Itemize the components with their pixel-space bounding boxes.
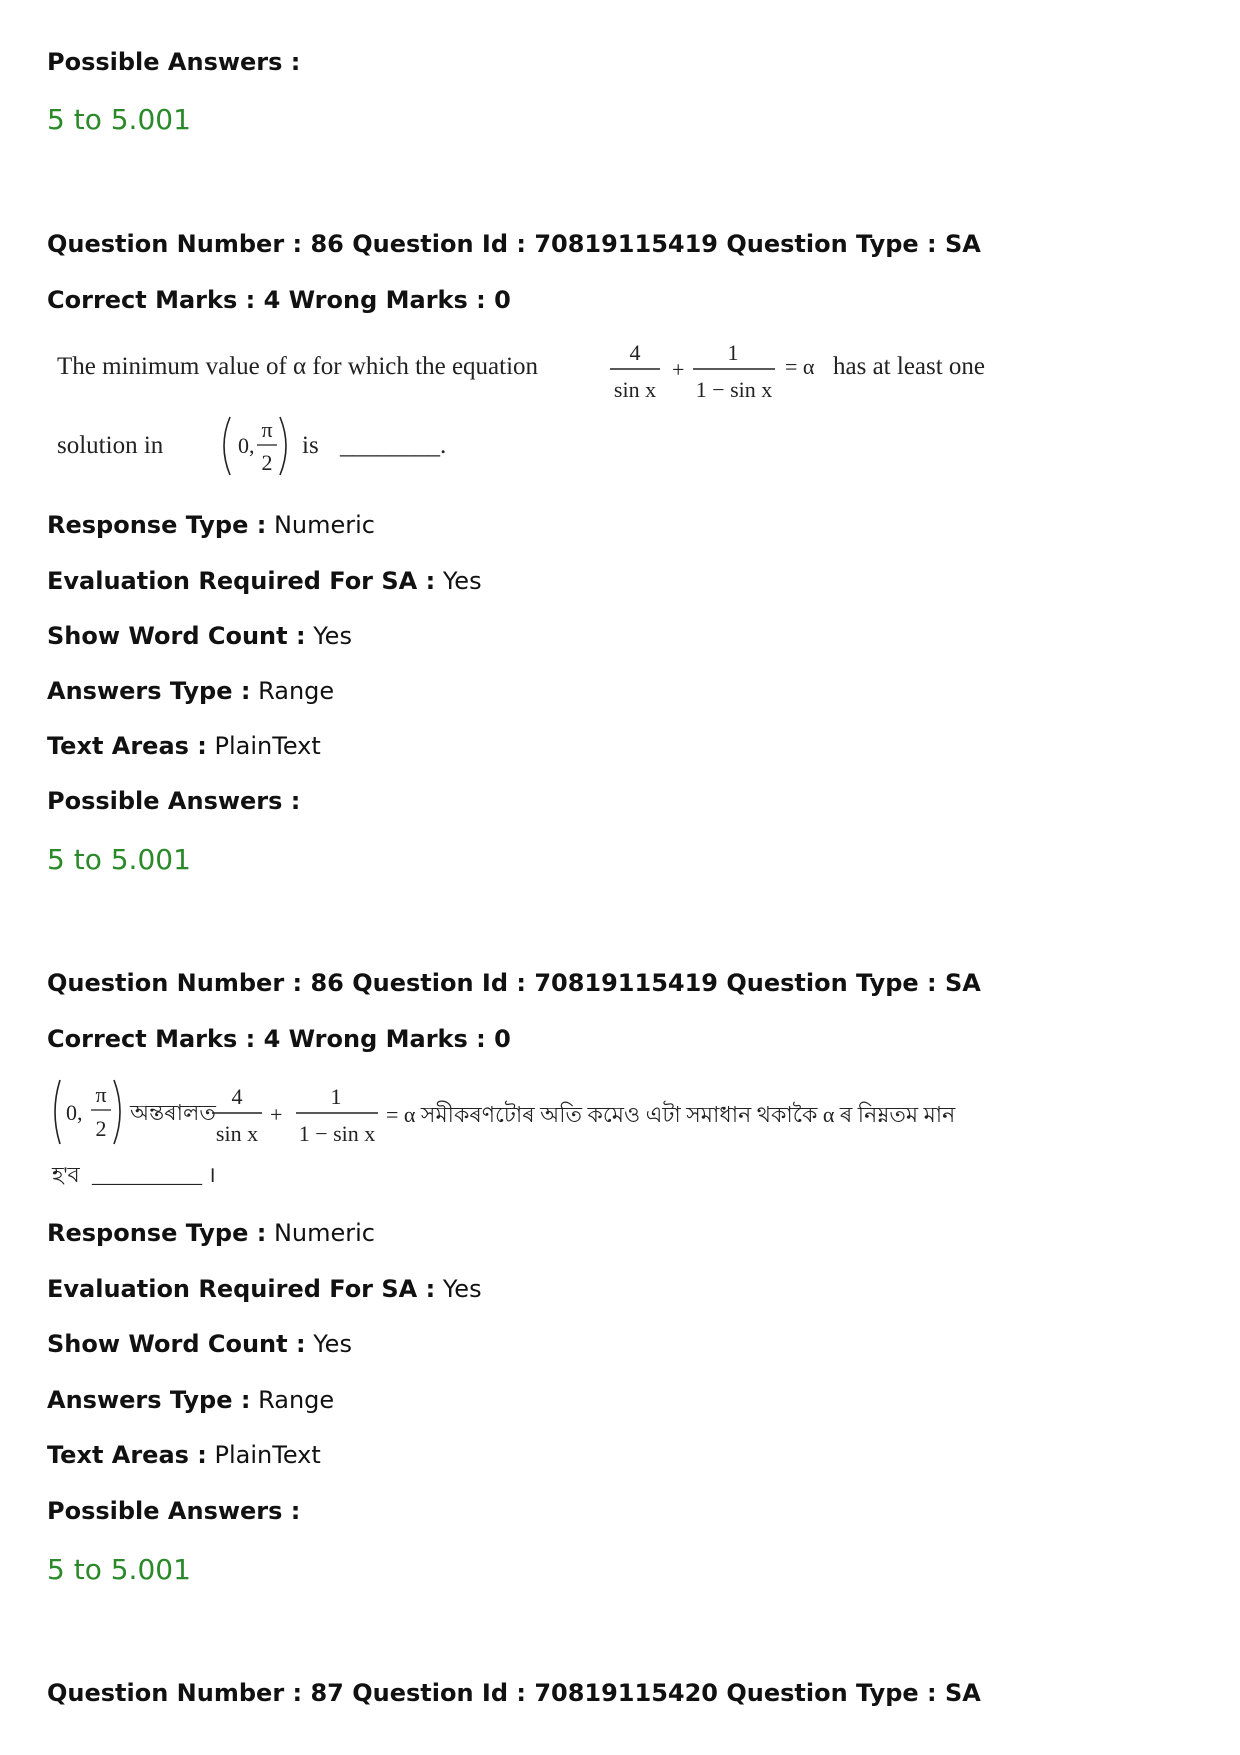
question-text-part2: = α সমীকৰণটোৰ অতি কমেও এটা সমাধান থকাকৈ α ৰ নিম্নতম মান — [386, 1102, 956, 1127]
possible-answer-value: 5 to 5.001 — [47, 1553, 191, 1586]
question-text-part1: The minimum value of α for which the equation — [57, 353, 539, 380]
possible-answers-label: Possible Answers : — [47, 787, 301, 815]
plus-sign: + — [672, 357, 685, 382]
marks-line: Correct Marks : 4 Wrong Marks : 0 — [47, 286, 511, 314]
field-evaluation-required: Evaluation Required For SA : Yes — [47, 567, 482, 595]
field-evaluation-required: Evaluation Required For SA : Yes — [47, 1275, 482, 1303]
possible-answer-value: 5 to 5.001 — [47, 103, 191, 136]
marks-line: Correct Marks : 4 Wrong Marks : 0 — [47, 1025, 511, 1053]
question-image-assamese — [50, 1070, 956, 1200]
fraction-numerator-2: 1 — [330, 1084, 342, 1109]
question-text-part1: অন্তৰালত — [130, 1100, 216, 1125]
denominator-two: 2 — [261, 450, 273, 475]
fraction-numerator-1: 4 — [629, 340, 641, 365]
answer-blank: ________. — [340, 432, 447, 459]
field-answers-type: Answers Type : Range — [47, 1386, 335, 1414]
answer-blank: __________ । — [92, 1162, 216, 1187]
pi-symbol: π — [95, 1082, 107, 1107]
denominator-two: 2 — [95, 1116, 107, 1141]
field-response-type: Response Type : Numeric — [47, 511, 375, 539]
question-header: Question Number : 87 Question Id : 70819115420 Question Type : SA — [47, 1679, 981, 1707]
fraction-numerator-1: 4 — [231, 1084, 243, 1109]
field-answers-type: Answers Type : Range — [47, 677, 335, 705]
fraction-denominator-2: 1 − sin x — [695, 377, 773, 402]
pi-symbol: π — [261, 417, 273, 442]
fraction-denominator-1: sin x — [613, 377, 657, 402]
possible-answers-label: Possible Answers : — [47, 1497, 301, 1525]
equals-alpha: = α — [785, 354, 815, 379]
possible-answers-label: Possible Answers : — [47, 48, 301, 76]
possible-answer-value: 5 to 5.001 — [47, 843, 191, 876]
field-response-type: Response Type : Numeric — [47, 1219, 375, 1247]
field-show-word-count: Show Word Count : Yes — [47, 622, 352, 650]
field-text-areas: Text Areas : PlainText — [47, 732, 321, 760]
question-text-part3: solution in — [57, 432, 164, 459]
question-image-english — [50, 325, 986, 485]
question-text-part3: হ'ব — [52, 1162, 80, 1187]
question-header: Question Number : 86 Question Id : 70819115419 Question Type : SA — [47, 230, 981, 258]
fraction-numerator-2: 1 — [727, 340, 739, 365]
field-text-areas: Text Areas : PlainText — [47, 1441, 321, 1469]
plus-sign: + — [270, 1102, 283, 1127]
fraction-denominator-1: sin x — [215, 1121, 259, 1146]
interval-start: 0, — [66, 1100, 83, 1125]
question-text-part2: has at least one — [833, 353, 986, 380]
fraction-denominator-2: 1 − sin x — [298, 1121, 376, 1146]
interval-start: 0, — [238, 433, 255, 458]
question-header: Question Number : 86 Question Id : 70819115419 Question Type : SA — [47, 969, 981, 997]
question-text-part4: is — [302, 432, 319, 459]
field-show-word-count: Show Word Count : Yes — [47, 1330, 352, 1358]
